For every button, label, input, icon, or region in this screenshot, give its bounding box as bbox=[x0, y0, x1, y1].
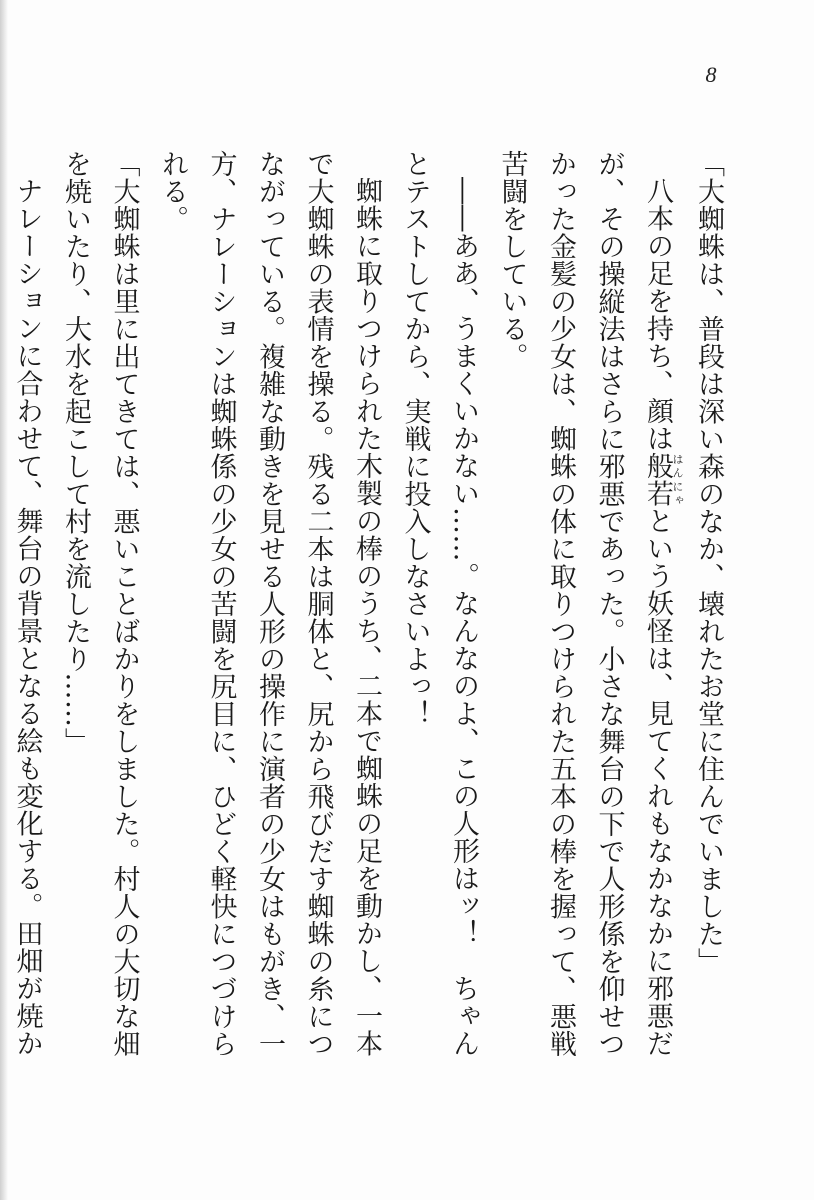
paragraph: 蜘蛛に取りつけられた木製の棒のうち、二本で蜘蛛の足を動かし、一本で大蜘蛛の表情を操る。残る二本は胴体と、尻から飛びだす蜘蛛の糸につながっている。複雑な動きを見せる人形の操作に演者の少女はもがき、一方、ナレーションは蜘蛛係の少女の苦闘を尻目に、ひどく軽快につづけられる。 bbox=[157, 150, 382, 1058]
ruby-base: 般若 bbox=[642, 452, 673, 507]
page-number: 8 bbox=[705, 62, 717, 87]
paragraph bbox=[487, 150, 684, 1070]
ruby-reading: はんにゃ bbox=[671, 452, 684, 507]
vertical-text-block bbox=[11, 150, 732, 1070]
paragraph: ――ああ、うまくいかない……。なんなのよ、この人形はッ！ ちゃんとテストしてから、実戦に投入しなさいよっ！ bbox=[399, 150, 479, 1057]
paragraph-text: という妖怪は、見てくれもなかなかに邪悪だが、その操縦法はさらに邪悪であった。小さな舞台の下で人形係を仰せつかった金髪の少女は、蜘蛛の体に取りつけられた五本の棒を握って、悪戦苦闘をしている。 bbox=[496, 150, 673, 1058]
ruby-annotation bbox=[642, 452, 684, 507]
paragraph: ナレーションに合わせて、舞台の背景となる絵も変化する。田畑が焼か bbox=[11, 177, 43, 1057]
paragraph-text: 八本の足を持ち、顔は bbox=[642, 177, 673, 452]
paragraph: 「大蜘蛛は、普段は深い森のなか、壊れたお堂に住んでいました」 bbox=[693, 150, 724, 975]
paragraph: 「大蜘蛛は里に出てきては、悪いことばかりをしました。村人の大切な畑を焼いたり、大水を起こして村を流したり……」 bbox=[60, 150, 140, 1058]
